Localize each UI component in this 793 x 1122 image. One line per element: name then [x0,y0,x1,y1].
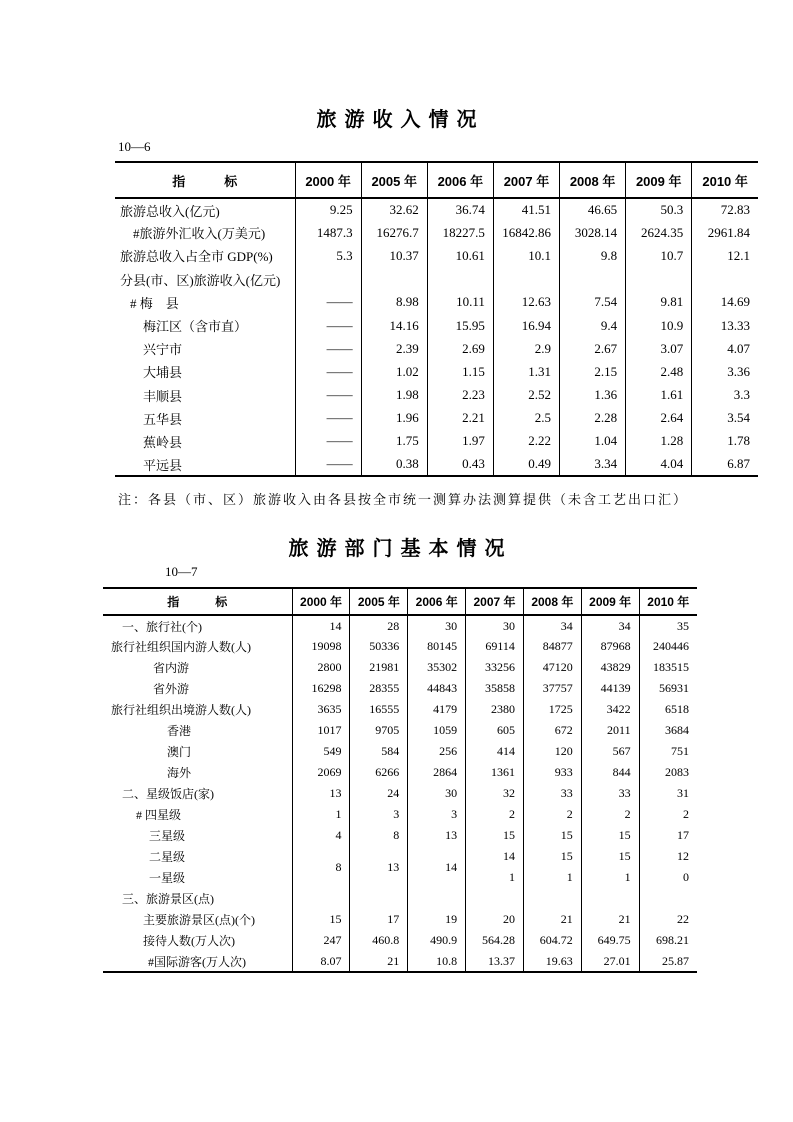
cell-value: 3.54 [692,407,758,430]
table-row [115,244,758,267]
table2-number: 10—7 [165,564,198,579]
cell-value: 14.69 [692,291,758,314]
cell-value: 0.49 [493,453,559,476]
cell-value: 24 [350,783,408,804]
cell-value: 2.5 [493,407,559,430]
indicator-column-header: 指 标 [103,588,292,615]
cell-value: 15 [292,909,350,930]
year-column-header: 2005 年 [361,162,427,198]
table-row [103,636,697,657]
header-row [103,588,697,615]
cell-value: 35 [639,615,697,636]
cell-value: 2624.35 [626,221,692,244]
cell-value: 33 [523,783,581,804]
cell-value: 21 [350,951,408,972]
cell-value: 247 [292,930,350,951]
cell-value: 2011 [581,720,639,741]
table-row [103,657,697,678]
table-row [103,951,697,972]
cell-value [560,268,626,291]
cell-value [427,268,493,291]
cell-value: 549 [292,741,350,762]
cell-value: 2.52 [493,384,559,407]
cell-value: —— [295,337,361,360]
cell-value: 22 [639,909,697,930]
header-row [115,162,758,198]
cell-value: 6266 [350,762,408,783]
cell-value: 35302 [408,657,466,678]
cell-value: 490.9 [408,930,466,951]
cell-value: 16276.7 [361,221,427,244]
row-label: 一星级 [149,871,186,885]
year-column-header: 2008 年 [560,162,626,198]
cell-value: 28355 [350,678,408,699]
cell-value: 4179 [408,699,466,720]
cell-value: 14.16 [361,314,427,337]
cell-value: —— [295,384,361,407]
cell-value: 2800 [292,657,350,678]
row-label: 二、星级饭店(家) [122,787,214,801]
cell-value: 2.21 [427,407,493,430]
cell-value: —— [295,407,361,430]
table-row [103,762,697,783]
table-row [115,337,758,360]
row-label: 三、旅游景区(点) [122,892,214,906]
cell-value: 3635 [292,699,350,720]
table-row [103,846,697,867]
cell-value: 2.69 [427,337,493,360]
cell-value: 1.97 [427,430,493,453]
table-row [103,909,697,930]
cell-value: 46.65 [560,198,626,221]
cell-value: 35858 [466,678,524,699]
row-label: 蕉岭县 [143,434,183,450]
cell-value: 2069 [292,762,350,783]
cell-value: 10.8 [408,951,466,972]
row-label: 二星级 [149,850,186,864]
row-label: 省外游 [153,682,190,696]
cell-value: 3422 [581,699,639,720]
cell-value: 15 [581,846,639,867]
cell-value: 1.31 [493,360,559,383]
row-label: 分县(市、区)旅游收入(亿元) [120,272,281,288]
cell-value: 1.96 [361,407,427,430]
cell-value: 1487.3 [295,221,361,244]
cell-value: 567 [581,741,639,762]
cell-value: 240446 [639,636,697,657]
cell-value: 13.37 [466,951,524,972]
cell-value: 2 [523,804,581,825]
cell-value [493,268,559,291]
cell-value: 14 [292,615,350,636]
cell-value: 17 [639,825,697,846]
cell-value: 6518 [639,699,697,720]
table-row [115,291,758,314]
cell-value: 34 [581,615,639,636]
row-label: 三星级 [149,829,186,843]
cell-value: 16555 [350,699,408,720]
cell-value: 604.72 [523,930,581,951]
table-row [103,804,697,825]
cell-value: 44139 [581,678,639,699]
table2-title: 旅游部门基本情况 [288,538,513,560]
row-label: #旅游外汇收入(万美元) [133,226,266,242]
cell-value: —— [295,453,361,476]
cell-value: 120 [523,741,581,762]
table-row [115,268,758,291]
table-row [115,314,758,337]
cell-value: 15 [523,846,581,867]
table-row [103,741,697,762]
cell-value: 8.98 [361,291,427,314]
row-label: 丰顺县 [143,388,183,404]
cell-value [523,888,581,909]
cell-value: 12 [639,846,697,867]
cell-value: 19 [408,909,466,930]
table-row [103,783,697,804]
table-row [115,430,758,453]
cell-value: 8 [292,846,350,888]
year-column-header: 2006 年 [427,162,493,198]
cell-value: 3.07 [626,337,692,360]
table-row [103,615,697,636]
cell-value: 33256 [466,657,524,678]
cell-value: 7.54 [560,291,626,314]
cell-value: 15.95 [427,314,493,337]
cell-value: 87968 [581,636,639,657]
cell-value: 183515 [639,657,697,678]
cell-value: 9.4 [560,314,626,337]
cell-value: 3 [408,804,466,825]
cell-value [361,268,427,291]
cell-value: 9.81 [626,291,692,314]
cell-value: 1059 [408,720,466,741]
cell-value: 3684 [639,720,697,741]
cell-value: 2961.84 [692,221,758,244]
cell-value: 28 [350,615,408,636]
table-row [115,384,758,407]
row-label: 大埔县 [143,365,183,381]
cell-value: 18227.5 [427,221,493,244]
cell-value: 6.87 [692,453,758,476]
cell-value: 564.28 [466,930,524,951]
cell-value: 13 [408,825,466,846]
table-row [115,198,758,221]
table-row [115,407,758,430]
cell-value: 13.33 [692,314,758,337]
cell-value [350,888,408,909]
cell-value: 0.38 [361,453,427,476]
cell-value: 1 [466,867,524,888]
cell-value: 16298 [292,678,350,699]
table-row [103,699,697,720]
cell-value: 43829 [581,657,639,678]
table-row [103,678,697,699]
row-label: 一、旅行社(个) [122,619,202,634]
cell-value: 33 [581,783,639,804]
cell-value: 30 [466,615,524,636]
cell-value: 12.1 [692,244,758,267]
cell-value: 4.04 [626,453,692,476]
cell-value: 3 [350,804,408,825]
cell-value: 8 [350,825,408,846]
cell-value: 3.36 [692,360,758,383]
cell-value: 1 [523,867,581,888]
cell-value: 698.21 [639,930,697,951]
row-label: 旅游总收入(亿元) [120,203,220,219]
row-label: 旅行社组织国内游人数(人) [111,640,251,654]
cell-value: 649.75 [581,930,639,951]
year-column-header: 2006 年 [408,588,466,615]
cell-value: 1.02 [361,360,427,383]
cell-value: 17 [350,909,408,930]
cell-value: 1 [581,867,639,888]
cell-value: 5.3 [295,244,361,267]
cell-value [639,888,697,909]
year-column-header: 2009 年 [581,588,639,615]
cell-value: 1.15 [427,360,493,383]
table-row [103,825,697,846]
cell-value: 2.64 [626,407,692,430]
cell-value: 19.63 [523,951,581,972]
cell-value: 1.78 [692,430,758,453]
cell-value [408,888,466,909]
cell-value [692,268,758,291]
cell-value: 41.51 [493,198,559,221]
cell-value [581,888,639,909]
cell-value: —— [295,314,361,337]
cell-value: 10.9 [626,314,692,337]
row-label: 接待人数(万人次) [143,934,235,948]
cell-value: 4 [292,825,350,846]
cell-value: 2864 [408,762,466,783]
year-column-header: 2009 年 [626,162,692,198]
cell-value: 1.75 [361,430,427,453]
cell-value: 32.62 [361,198,427,221]
year-column-header: 2010 年 [639,588,697,615]
row-label: # 四星级 [136,808,182,822]
cell-value: 37757 [523,678,581,699]
cell-value: 16842.86 [493,221,559,244]
cell-value: 1 [292,804,350,825]
year-column-header: 2007 年 [493,162,559,198]
cell-value: 0 [639,867,697,888]
cell-value [292,888,350,909]
row-label: 省内游 [153,661,190,675]
table-row [103,930,697,951]
table-row [103,720,697,741]
cell-value: 1361 [466,762,524,783]
cell-value: 751 [639,741,697,762]
cell-value [466,888,524,909]
cell-value: —— [295,430,361,453]
row-label: 梅江区（含市直） [143,319,248,335]
row-label: 兴宁市 [143,342,183,358]
cell-value: 1.98 [361,384,427,407]
cell-value: 69114 [466,636,524,657]
cell-value: 14 [466,846,524,867]
table-row [103,888,697,909]
cell-value [626,268,692,291]
cell-value: 1725 [523,699,581,720]
cell-value: 13 [292,783,350,804]
cell-value: 1017 [292,720,350,741]
cell-value: 44843 [408,678,466,699]
cell-value: 9705 [350,720,408,741]
cell-value: 19098 [292,636,350,657]
cell-value: 414 [466,741,524,762]
cell-value: —— [295,291,361,314]
cell-value: 3028.14 [560,221,626,244]
row-label: 海外 [167,766,192,780]
cell-value: 2.39 [361,337,427,360]
cell-value: 21 [523,909,581,930]
row-label: 香港 [167,724,192,738]
cell-value: 12.63 [493,291,559,314]
cell-value: 32 [466,783,524,804]
cell-value: 25.87 [639,951,697,972]
cell-value: 2 [581,804,639,825]
cell-value: 2083 [639,762,697,783]
table-row [115,453,758,476]
cell-value: 72.83 [692,198,758,221]
cell-value: 13 [350,846,408,888]
cell-value: 50336 [350,636,408,657]
cell-value: 27.01 [581,951,639,972]
cell-value: 2.22 [493,430,559,453]
cell-value: 584 [350,741,408,762]
tourism-income-table [115,161,758,477]
row-label: 主要旅游景区(点)(个) [143,913,255,927]
cell-value: 36.74 [427,198,493,221]
cell-value: 21 [581,909,639,930]
cell-value: 84877 [523,636,581,657]
cell-value: 15 [523,825,581,846]
cell-value: —— [295,360,361,383]
cell-value: 30 [408,615,466,636]
table1-number: 10—6 [118,139,151,154]
cell-value: 16.94 [493,314,559,337]
cell-value: 10.7 [626,244,692,267]
cell-value: 10.37 [361,244,427,267]
indicator-column-header: 指 标 [115,162,295,198]
table1-title: 旅游收入情况 [316,109,485,131]
table-row [115,360,758,383]
row-label: #国际游客(万人次) [148,954,246,969]
cell-value: 56931 [639,678,697,699]
cell-value: 2.9 [493,337,559,360]
year-column-header: 2005 年 [350,588,408,615]
cell-value: 256 [408,741,466,762]
year-column-header: 2000 年 [292,588,350,615]
cell-value: 2380 [466,699,524,720]
cell-value: 672 [523,720,581,741]
cell-value: 2 [639,804,697,825]
cell-value: 2.23 [427,384,493,407]
cell-value: 9.8 [560,244,626,267]
cell-value: 14 [408,846,466,888]
cell-value: 9.25 [295,198,361,221]
cell-value: 2 [466,804,524,825]
cell-value: 2.48 [626,360,692,383]
cell-value: 80145 [408,636,466,657]
cell-value: 844 [581,762,639,783]
year-column-header: 2000 年 [295,162,361,198]
cell-value: 1.04 [560,430,626,453]
cell-value: 1.61 [626,384,692,407]
row-label: # 梅 县 [130,295,179,311]
cell-value: 2.67 [560,337,626,360]
cell-value: 15 [581,825,639,846]
year-column-header: 2007 年 [466,588,524,615]
cell-value: 10.1 [493,244,559,267]
cell-value: 933 [523,762,581,783]
cell-value: 15 [466,825,524,846]
cell-value: 2.15 [560,360,626,383]
tourism-departments-table [103,587,697,973]
row-label: 澳门 [167,745,192,759]
cell-value: 605 [466,720,524,741]
cell-value: 1.28 [626,430,692,453]
cell-value: 50.3 [626,198,692,221]
cell-value: 21981 [350,657,408,678]
cell-value: 1.36 [560,384,626,407]
cell-value: 10.11 [427,291,493,314]
cell-value: 10.61 [427,244,493,267]
row-label: 旅游总收入占全市 GDP(%) [120,249,273,265]
year-column-header: 2008 年 [523,588,581,615]
cell-value: 4.07 [692,337,758,360]
cell-value: 34 [523,615,581,636]
year-column-header: 2010 年 [692,162,758,198]
cell-value: 3.34 [560,453,626,476]
table1-note: 注：各县（市、区）旅游收入由各县按全市统一测算办法测算提供（未含工艺出口汇） [118,492,689,507]
cell-value: 20 [466,909,524,930]
cell-value: 2.28 [560,407,626,430]
cell-value: 0.43 [427,453,493,476]
cell-value: 3.3 [692,384,758,407]
cell-value: 8.07 [292,951,350,972]
row-label: 平远县 [143,457,183,473]
cell-value: 460.8 [350,930,408,951]
table-row [115,221,758,244]
row-label: 五华县 [143,411,183,427]
cell-value: 47120 [523,657,581,678]
cell-value: 31 [639,783,697,804]
cell-value [295,268,361,291]
row-label: 旅行社组织出境游人数(人) [111,703,251,717]
cell-value: 30 [408,783,466,804]
